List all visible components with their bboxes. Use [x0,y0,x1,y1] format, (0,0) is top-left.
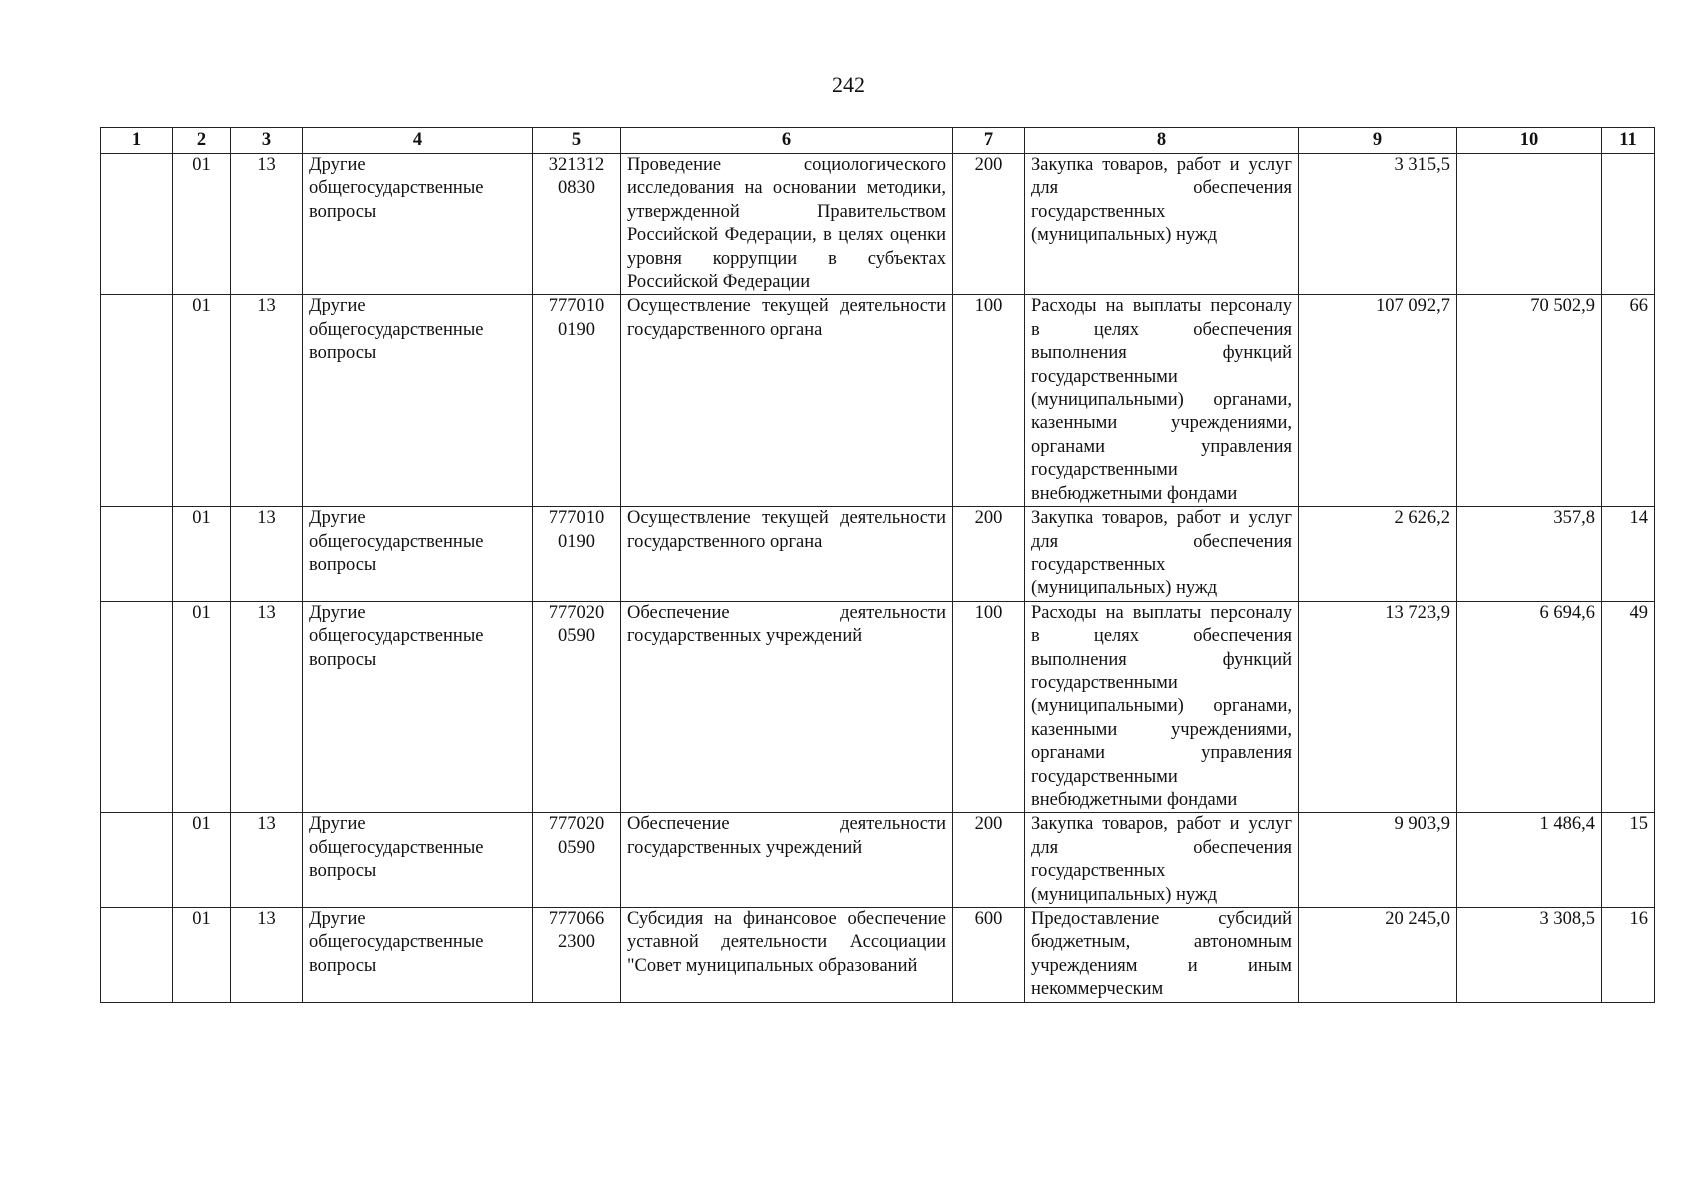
column-header: 4 [303,128,533,154]
cell-expense-type: 200 [953,507,1025,602]
cell-expense-type-name: Закупка товаров, работ и услуг для обеспечения государственных (муниципальных) нужд [1025,154,1299,295]
table-row [101,813,1655,908]
column-number-row [101,128,1655,154]
cell-section-name: Другие общегосударственные вопросы [303,154,533,295]
cell-section: 01 [173,154,231,295]
cell-target-code [533,154,621,295]
column-header: 5 [533,128,621,154]
table-row [101,507,1655,602]
cell-amount-actual: 357,8 [1457,507,1602,602]
column-header: 1 [101,128,173,154]
cell-subsection: 13 [231,295,303,507]
cell-expense-type-name: Расходы на выплаты персоналу в целях обеспечения выполнения функций государственными (муниципальными) органами, казенными учреждениями, органами управления государственными внебюджетными фондами [1025,295,1299,507]
cell-purpose: Осуществление текущей деятельности государственного органа [621,507,953,602]
target-code-part1: 777020 [548,602,605,623]
cell-col1 [101,908,173,1003]
cell-expense-type: 200 [953,813,1025,908]
column-header: 8 [1025,128,1299,154]
cell-percent: 16 [1602,908,1655,1003]
column-header: 2 [173,128,231,154]
cell-expense-type-name: Закупка товаров, работ и услуг для обеспечения государственных (муниципальных) нужд [1025,507,1299,602]
cell-percent [1602,154,1655,295]
cell-section-name: Другие общегосударственные вопросы [303,507,533,602]
cell-target-code [533,813,621,908]
target-code-part1: 777010 [548,508,605,529]
cell-amount-plan: 13 723,9 [1299,601,1457,813]
cell-percent: 14 [1602,507,1655,602]
cell-amount-actual: 3 308,5 [1457,908,1602,1003]
target-code-part2: 0190 [558,319,595,340]
target-code-part1: 777066 [548,909,605,929]
column-header: 10 [1457,128,1602,154]
cell-subsection: 13 [231,601,303,813]
column-header: 7 [953,128,1025,154]
target-code-part1: 777010 [548,296,605,317]
cell-purpose: Осуществление текущей деятельности государственного органа [621,295,953,507]
cell-section-name: Другие общегосударственные вопросы [303,908,533,1003]
cell-target-code [533,507,621,602]
cell-target-code [533,601,621,813]
budget-table [100,127,1655,1003]
cell-section: 01 [173,507,231,602]
column-header: 11 [1602,128,1655,154]
column-header: 9 [1299,128,1457,154]
cell-col1 [101,813,173,908]
cell-amount-plan: 3 315,5 [1299,154,1457,295]
target-code-part2: 0590 [558,626,595,647]
cell-col1 [101,154,173,295]
cell-percent: 49 [1602,601,1655,813]
table-row [101,295,1655,507]
target-code-part2: 0830 [558,178,595,199]
target-code-part1: 777020 [548,814,605,835]
cell-amount-actual: 70 502,9 [1457,295,1602,507]
cell-expense-type: 100 [953,601,1025,813]
target-code-part1: 321312 [548,155,605,175]
cell-amount-actual: 1 486,4 [1457,813,1602,908]
cell-col1 [101,295,173,507]
target-code-part2: 0590 [558,837,595,858]
cell-amount-actual: 6 694,6 [1457,601,1602,813]
cell-subsection: 13 [231,507,303,602]
cell-expense-type-name: Предоставление субсидий бюджетным, автономным учреждениям и иным некоммерческим [1025,908,1299,1003]
column-header: 3 [231,128,303,154]
cell-percent: 15 [1602,813,1655,908]
cell-expense-type: 600 [953,908,1025,1003]
cell-section: 01 [173,295,231,507]
target-code-part2: 2300 [558,932,595,953]
cell-subsection: 13 [231,813,303,908]
cell-expense-type: 100 [953,295,1025,507]
page-number: 242 [832,72,865,97]
cell-purpose: Проведение социологического исследования на основании методики, утвержденной Правительством Российской Федерации, в целях оценки уровня коррупции в субъектах Российской Федерации [621,154,953,295]
cell-section: 01 [173,908,231,1003]
table-row [101,601,1655,813]
cell-col1 [101,507,173,602]
cell-purpose: Обеспечение деятельности государственных учреждений [621,601,953,813]
table-row [101,154,1655,295]
cell-target-code [533,908,621,1003]
cell-expense-type: 200 [953,154,1025,295]
cell-amount-plan: 2 626,2 [1299,507,1457,602]
cell-subsection: 13 [231,154,303,295]
cell-purpose: Обеспечение деятельности государственных учреждений [621,813,953,908]
cell-expense-type-name: Закупка товаров, работ и услуг для обеспечения государственных (муниципальных) нужд [1025,813,1299,908]
cell-expense-type-name: Расходы на выплаты персоналу в целях обеспечения выполнения функций государственными (муниципальными) органами, казенными учреждениями, органами управления государственными внебюджетными фондами [1025,601,1299,813]
cell-section-name: Другие общегосударственные вопросы [303,601,533,813]
cell-subsection: 13 [231,908,303,1003]
cell-section: 01 [173,813,231,908]
cell-section-name: Другие общегосударственные вопросы [303,813,533,908]
cell-amount-actual [1457,154,1602,295]
table-row [101,908,1655,1003]
cell-section: 01 [173,601,231,813]
cell-amount-plan: 20 245,0 [1299,908,1457,1003]
cell-section-name: Другие общегосударственные вопросы [303,295,533,507]
cell-amount-plan: 107 092,7 [1299,295,1457,507]
target-code-part2: 0190 [558,531,595,552]
cell-target-code [533,295,621,507]
cell-percent: 66 [1602,295,1655,507]
cell-col1 [101,601,173,813]
cell-amount-plan: 9 903,9 [1299,813,1457,908]
cell-purpose: Субсидия на финансовое обеспечение уставной деятельности Ассоциации "Совет муниципальных образований [621,908,953,1003]
column-header: 6 [621,128,953,154]
